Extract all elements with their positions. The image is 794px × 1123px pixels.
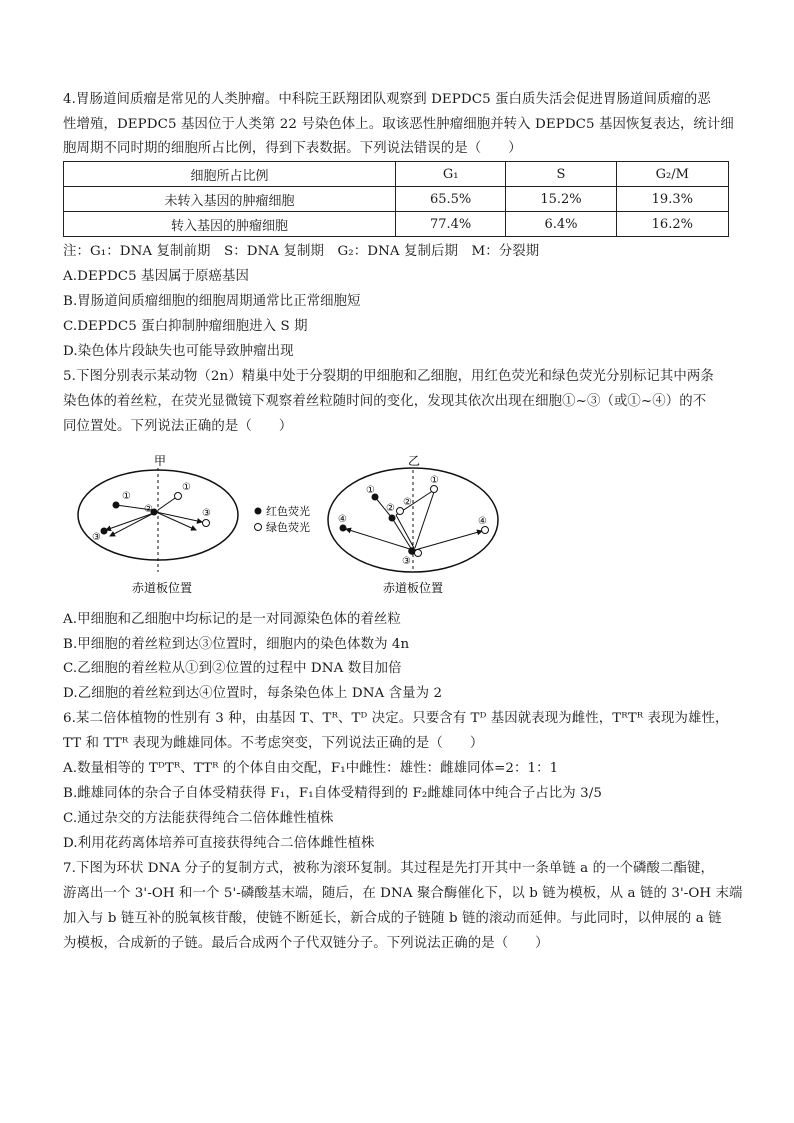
mark-1: ① xyxy=(430,475,439,486)
cell-jia-label: 甲 xyxy=(154,454,167,468)
q6-stem-line-2: TT 和 TTᴿ 表现为雌雄同体。不考虑突变，下列说法正确的是（ ） xyxy=(63,736,484,751)
green-dot xyxy=(431,486,438,493)
table-cell: 15.2% xyxy=(506,187,616,212)
arrow xyxy=(156,512,202,522)
table-header-cell: G₂/M xyxy=(616,162,728,187)
mark-2: ② xyxy=(144,504,153,515)
table-cell: 6.4% xyxy=(506,212,616,237)
q5-stem-line-3: 同位置处。下列说法正确的是（ ） xyxy=(63,419,293,434)
legend-red-label: 红色荧光 xyxy=(266,505,310,518)
arrow xyxy=(392,518,412,550)
cell-yi-label: 乙 xyxy=(408,454,421,468)
centromere-figure xyxy=(70,450,510,600)
q5-option-a: A.甲细胞和乙细胞中均标记的是一对同源染色体的着丝粒 xyxy=(63,612,401,627)
plate-label-jia: 赤道板位置 xyxy=(131,581,193,595)
q7-stem-line-2: 游离出一个 3'-OH 和一个 5'-磷酸基末端，随后，在 DNA 聚合酶催化下，以 b 链为模板，从 a 链的 3'-OH 末端 xyxy=(63,886,743,901)
green-dot xyxy=(482,527,489,534)
arrow xyxy=(396,515,414,548)
green-dot xyxy=(397,508,404,515)
q4-option-b: B.胃肠道间质瘤细胞的细胞周期通常比正常细胞短 xyxy=(63,294,361,309)
mark-2: ② xyxy=(403,497,412,508)
arrow xyxy=(106,513,154,530)
table-cell: 转入基因的肿瘤细胞 xyxy=(64,212,396,237)
legend-red-dot xyxy=(255,508,262,515)
q7-stem-line-3: 加入与 b 链互补的脱氧核苷酸，使链不断延长，新合成的子链随 b 链的滚动而延伸。与此同时，以伸展的 a 链 xyxy=(63,911,722,926)
table-header-cell: S xyxy=(506,162,616,187)
table-cell: 19.3% xyxy=(616,187,728,212)
arrow xyxy=(415,531,482,550)
arrow xyxy=(110,513,154,536)
mark-1: ① xyxy=(182,482,191,493)
table-row xyxy=(64,187,729,212)
table-cell: 77.4% xyxy=(395,212,505,237)
q4-stem-line-2: 性增殖，DEPDC5 基因位于人类第 22 号染色体上。取该恶性肿瘤细胞并转入 DEPDC5 基因恢复表达，统计细 xyxy=(63,117,734,132)
q5-option-d: D.乙细胞的着丝粒到达④位置时，每条染色体上 DNA 含量为 2 xyxy=(63,686,443,701)
green-dot xyxy=(175,493,182,500)
green-dot xyxy=(203,520,210,527)
red-dot xyxy=(113,502,120,509)
table-header-cell: G₁ xyxy=(395,162,505,187)
red-dot xyxy=(389,515,396,522)
arrow xyxy=(156,512,196,530)
mark-4: ④ xyxy=(478,516,487,527)
arrow xyxy=(346,529,413,550)
green-dot xyxy=(415,550,422,557)
q5-stem-line-1: 5.下图分别表示某动物（2n）精巢中处于分裂期的甲细胞和乙细胞，用红色荧光和绿色荧光分别标记其中两条 xyxy=(63,369,714,384)
table-row xyxy=(64,212,729,237)
legend-green-dot xyxy=(255,524,262,531)
red-dot xyxy=(340,525,347,532)
mark-3: ③ xyxy=(202,508,211,519)
q4-option-c: C.DEPDC5 蛋白抑制肿瘤细胞进入 S 期 xyxy=(63,319,308,334)
table-header-cell: 细胞所占比例 xyxy=(64,162,396,187)
cell-jia xyxy=(78,454,238,595)
q4-table-note: 注：G₁：DNA 复制前期 S：DNA 复制期 G₂：DNA 复制后期 M：分裂期 xyxy=(63,244,540,259)
arrow xyxy=(415,489,435,548)
q7-stem-line-1: 7.下图为环状 DNA 分子的复制方式，被称为滚环复制。其过程是先打开其中一条单链 a 的一个磷酸二酯键， xyxy=(63,861,715,876)
mark-4: ④ xyxy=(338,514,347,525)
q7-stem-line-4: 为模板，合成新的子链。最后合成两个子代双链分子。下列说法正确的是（ ） xyxy=(63,936,549,951)
mark-1: ① xyxy=(366,485,375,496)
red-dot xyxy=(101,528,108,535)
q6-option-d: D.利用花药离体培养可直接获得纯合二倍体雌性植株 xyxy=(63,836,375,851)
q4-stem-line-3: 胞周期不同时期的细胞所占比例，得到下表数据。下列说法错误的是（ ） xyxy=(63,141,522,156)
table-header-row xyxy=(64,162,729,187)
q6-option-c: C.通过杂交的方法能获得纯合二倍体雌性植株 xyxy=(63,811,334,826)
q5-option-b: B.甲细胞的着丝粒到达③位置时，细胞内的染色体数为 4n xyxy=(63,637,410,652)
mark-2: ② xyxy=(386,503,395,514)
q4-stem-line-1: 4.胃肠道间质瘤是常见的人类肿瘤。中科院王跃翔团队观察到 DEPDC5 蛋白质失活会促进胃肠道间质瘤的恶 xyxy=(63,92,711,107)
table-cell: 16.2% xyxy=(616,212,728,237)
mark-3: ③ xyxy=(402,556,411,567)
q6-option-a: A.数量相等的 TᴰTᴿ、TTᴿ 的个体自由交配，F₁中雌性：雄性：雌雄同体=2：1：1 xyxy=(63,761,559,776)
table-cell: 未转入基因的肿瘤细胞 xyxy=(64,187,396,212)
legend-green-label: 绿色荧光 xyxy=(266,521,310,534)
q4-option-a: A.DEPDC5 基因属于原癌基因 xyxy=(63,269,250,284)
q5-stem-line-2: 染色体的着丝粒，在荧光显微镜下观察着丝粒随时间的变化，发现其依次出现在细胞①~③（或①~④）的不 xyxy=(63,394,707,409)
cell-cycle-table xyxy=(63,161,729,237)
legend xyxy=(255,504,311,534)
mark-1: ① xyxy=(122,491,131,502)
cell-yi xyxy=(328,454,498,595)
plate-label-yi: 赤道板位置 xyxy=(382,581,444,595)
q4-option-d: D.染色体片段缺失也可能导致肿瘤出现 xyxy=(63,344,294,359)
q5-option-c: C.乙细胞的着丝粒从①到②位置的过程中 DNA 数目加倍 xyxy=(63,661,402,676)
q6-option-b: B.雌雄同体的杂合子自体受精获得 F₁，F₁自体受精得到的 F₂雌雄同体中纯合子占比为 3/5 xyxy=(63,786,602,801)
q6-stem-line-1: 6.某二倍体植物的性别有 3 种，由基因 T、Tᴿ、Tᴰ 决定。只要含有 Tᴰ 基因就表现为雌性，TᴿTᴿ 表现为雄性， xyxy=(63,711,729,726)
mark-3: ③ xyxy=(92,532,101,543)
table-cell: 65.5% xyxy=(395,187,505,212)
